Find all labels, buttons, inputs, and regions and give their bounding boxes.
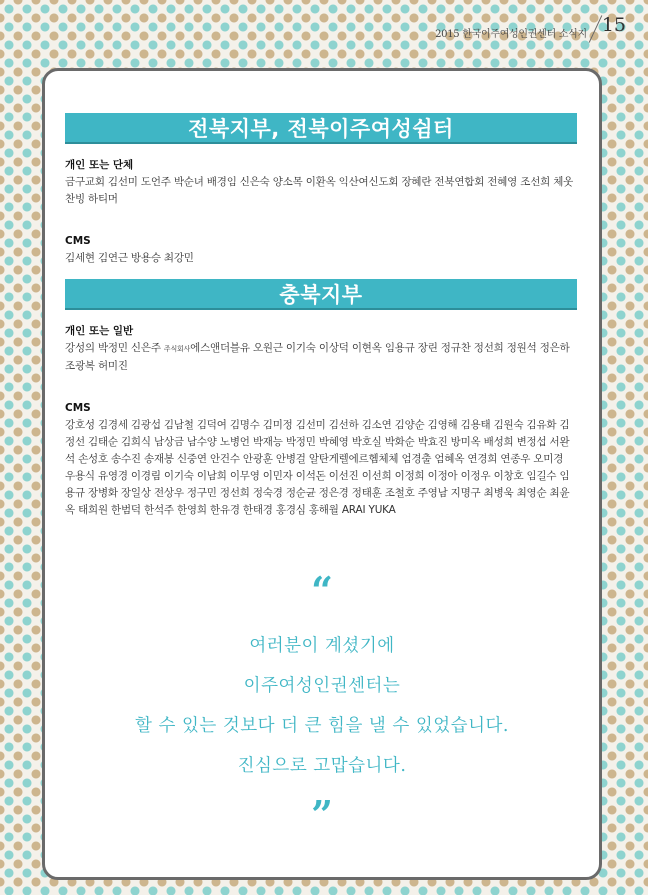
section-jeonbuk	[65, 158, 575, 267]
section-title-jeonbuk	[65, 113, 577, 144]
quote-line: 할 수 있는 것보다 더 큰 힘을 낼 수 있었습니다.	[135, 716, 509, 736]
newsletter-title: 2015 한국이주여성인권센터 소식지	[435, 29, 587, 40]
group-label: CMS	[65, 402, 91, 414]
names-part: 에스앤더블유 오원근 이기숙 이상덕 이현옥 임용규 장린 정규찬 정선희 정원석 정은하 조광복 허미진	[65, 342, 570, 372]
close-quote-icon: ”	[311, 792, 333, 837]
section-title-text: 전북지부, 전북이주여성쉼터	[188, 116, 454, 141]
names-part: 강성의 박정민 신은주	[65, 342, 164, 354]
quote-line: 이주여성인권센터는	[243, 676, 401, 696]
section-title-chungbuk	[65, 279, 577, 310]
group-label: 개인 또는 단체	[65, 159, 134, 171]
donor-names: 금구교회 김선미 도언주 박순녀 배경임 신은숙 양소목 이환옥 익산여신도회 장혜란 전북연합회 전혜영 조선희 체웃찬빙 하티머	[65, 176, 574, 205]
section-chungbuk	[65, 324, 575, 519]
thank-you-quote	[45, 568, 599, 837]
section-title-text: 충북지부	[279, 282, 363, 307]
open-quote-icon: “	[311, 568, 333, 613]
donor-names: 강호성 김경세 김광섭 김남철 김덕여 김명수 김미정 김선미 김선하 김소연 김양순 김영해 김용태 김원숙 김유화 김정선 김태순 김희식 남상금 남수양 노병언 박재능 박정민 박혜영 박호실 박화순 박효진 방미옥 배성희 변정섭 서완석 손성호 송수진 송재봉 신중연 안건수 안광훈 안병걸 알탄게렐에르헴체체 엄경출 엄혜옥 연경희 연종우 오미경 우용식 유영경 이경림 이기숙 이남희 이무영 이민자 이석돈 이선진 이선희 이정희 이정아 이정우 이창호 임길수 임용규 장병화 장일상 전상우 정구민 정선희 정숙경 정순균 정은경 정태훈 조철호 주영남 지명구 최병욱 최영순 최윤옥 태희원 한범덕 한석주 한영희 한유경 한태경 홍경심 홍해월 ARAI YUKA	[65, 419, 570, 516]
group-label: 개인 또는 일반	[65, 325, 134, 337]
page-number: 15	[601, 14, 626, 36]
content-card	[42, 68, 602, 880]
donor-names	[65, 340, 575, 375]
donor-names: 김세현 김연근 방용승 최강민	[65, 252, 194, 264]
group-label: CMS	[65, 235, 91, 247]
quote-text	[45, 626, 599, 786]
names-small-prefix: 주식회사	[163, 345, 191, 353]
page-header	[435, 16, 626, 44]
quote-line: 여러분이 계셨기에	[249, 636, 395, 656]
quote-line: 진심으로 고맙습니다.	[237, 756, 407, 776]
header-divider	[589, 15, 603, 43]
